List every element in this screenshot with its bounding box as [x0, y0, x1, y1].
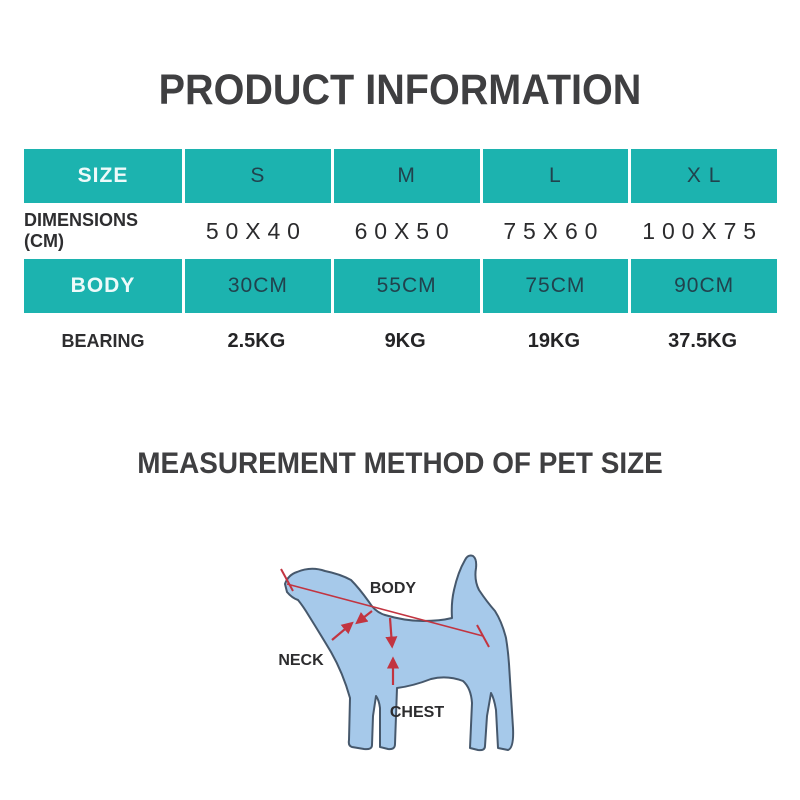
- size-value-xl: X L: [628, 149, 777, 203]
- table-row-bearing: [24, 313, 777, 369]
- diagram-label-chest: CHEST: [389, 704, 445, 721]
- size-value-l: L: [480, 149, 629, 203]
- size-value-m: M: [331, 149, 480, 203]
- table-row-dimensions: [24, 203, 777, 259]
- table-row-size: [24, 149, 777, 203]
- row-header-dimensions: DIMENSIONS (CM): [24, 210, 139, 251]
- table-row-body: [24, 259, 777, 313]
- bearing-value-s: 2.5KG: [227, 329, 286, 352]
- dimensions-value-m: 60X50: [354, 217, 456, 244]
- row-header-bearing: BEARING: [61, 330, 145, 351]
- diagram-label-neck: NECK: [278, 652, 324, 669]
- body-value-l: 75CM: [480, 259, 629, 313]
- dimensions-value-s: 50X40: [205, 217, 307, 244]
- size-table: [24, 149, 777, 369]
- row-header-size: SIZE: [24, 149, 182, 203]
- dimensions-value-l: 75X60: [503, 217, 605, 244]
- diagram-label-body: BODY: [369, 580, 417, 597]
- size-value-s: S: [182, 149, 331, 203]
- bearing-value-m: 9KG: [384, 329, 426, 352]
- row-header-body: BODY: [24, 259, 182, 313]
- body-value-m: 55CM: [331, 259, 480, 313]
- dimensions-value-xl: 100X75: [642, 217, 763, 244]
- body-value-xl: 90CM: [628, 259, 777, 313]
- bearing-value-xl: 37.5KG: [668, 329, 738, 352]
- page-title: PRODUCT INFORMATION: [158, 66, 642, 114]
- dog-measurement-diagram: [265, 548, 545, 778]
- measurement-section-title: MEASUREMENT METHOD OF PET SIZE: [137, 447, 663, 480]
- body-value-s: 30CM: [182, 259, 331, 313]
- bearing-value-l: 19KG: [527, 329, 580, 352]
